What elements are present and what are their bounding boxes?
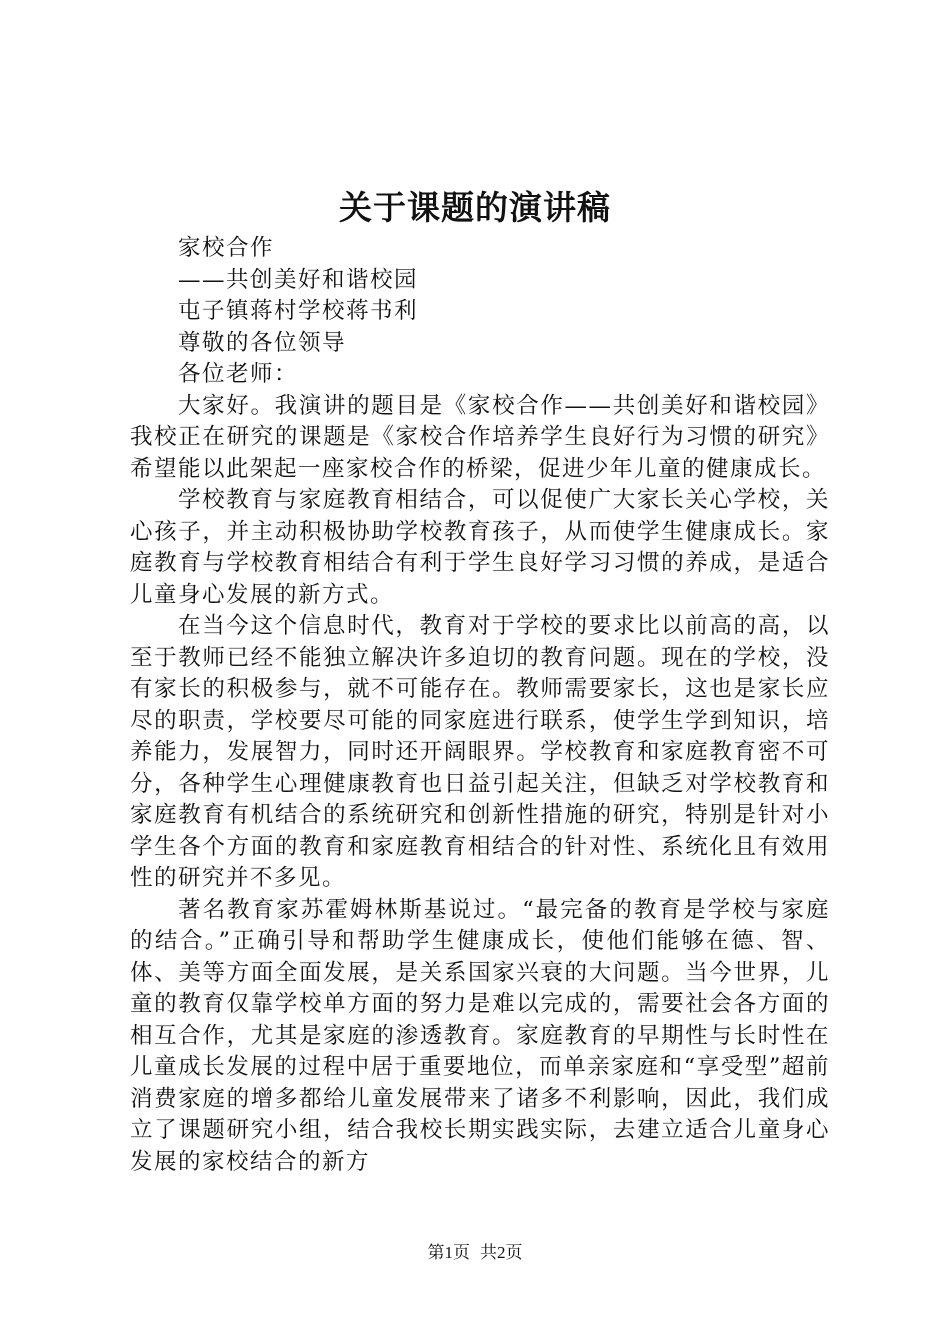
header-line-topic: 家校合作 [178,235,275,261]
header-line-greeting-teachers: 各位老师： [178,361,299,387]
document-title: 关于课题的演讲稿 [339,188,611,227]
page-number: 第1页 [427,1243,470,1262]
paragraph: 著名教育家苏霍姆林斯基说过。“最完备的教育是学校与家庭的结合。”正确引导和帮助学生健康成长，使他们能够在德、智、体、美等方面全面发展，是关系国家兴衰的大问题。当今世界，儿童的教育仅靠学校单方面的努力是难以完成的，需要社会各方面的相互合作，尤其是家庭的渗透教育。家庭教育的早期性与长时性在儿童成长发展的过程中居于重要地位，而单亲家庭和“享受型”超前消费家庭的增多都给儿童发展带来了诸多不利影响，因此，我们成立了课题研究小组，结合我校长期实践实际，去建立适合儿童身心发展的家校结合的新方 [130,896,830,1175]
page-total: 共2页 [480,1243,523,1262]
header-line-greeting-leaders: 尊敬的各位领导 [178,329,347,356]
header-line-author: 屯子镇蒋村学校蒋书利 [178,298,419,324]
paragraph: 在当今这个信息时代，教育对于学校的要求比以前高的高，以至于教师已经不能独立解决许多迫切的教育问题。现在的学校，没有家长的积极参与，就不可能存在。教师需要家长，这也是家长应尽的职责，学校要尽可能的同家庭进行联系，使学生学到知识，培养能力，发展智力，同时还开阔眼界。学校教育和家庭教育密不可分，各种学生心理健康教育也日益引起关注，但缺乏对学校教育和家庭教育有机结合的系统研究和创新性措施的研究，特别是针对小学生各个方面的教育和家庭教育相结合的针对性、系统化且有效用性的研究并不多见。 [130,613,830,891]
paragraph: 学校教育与家庭教育相结合，可以促使广大家长关心学校，关心孩子，并主动积极协助学校教育孩子，从而使学生健康成长。家庭教育与学校教育相结合有利于学生良好学习习惯的养成，是适合儿童身心发展的新方式。 [130,487,830,608]
paragraph: 大家好。我演讲的题目是《家校合作——共创美好和谐校园》我校正在研究的课题是《家校合作培养学生良好行为习惯的研究》希望能以此架起一座家校合作的桥梁，促进少年儿童的健康成长。 [130,392,830,482]
document-body [130,233,830,1178]
header-line-subtitle: ——共创美好和谐校园 [178,266,419,293]
page-footer [0,1241,950,1265]
